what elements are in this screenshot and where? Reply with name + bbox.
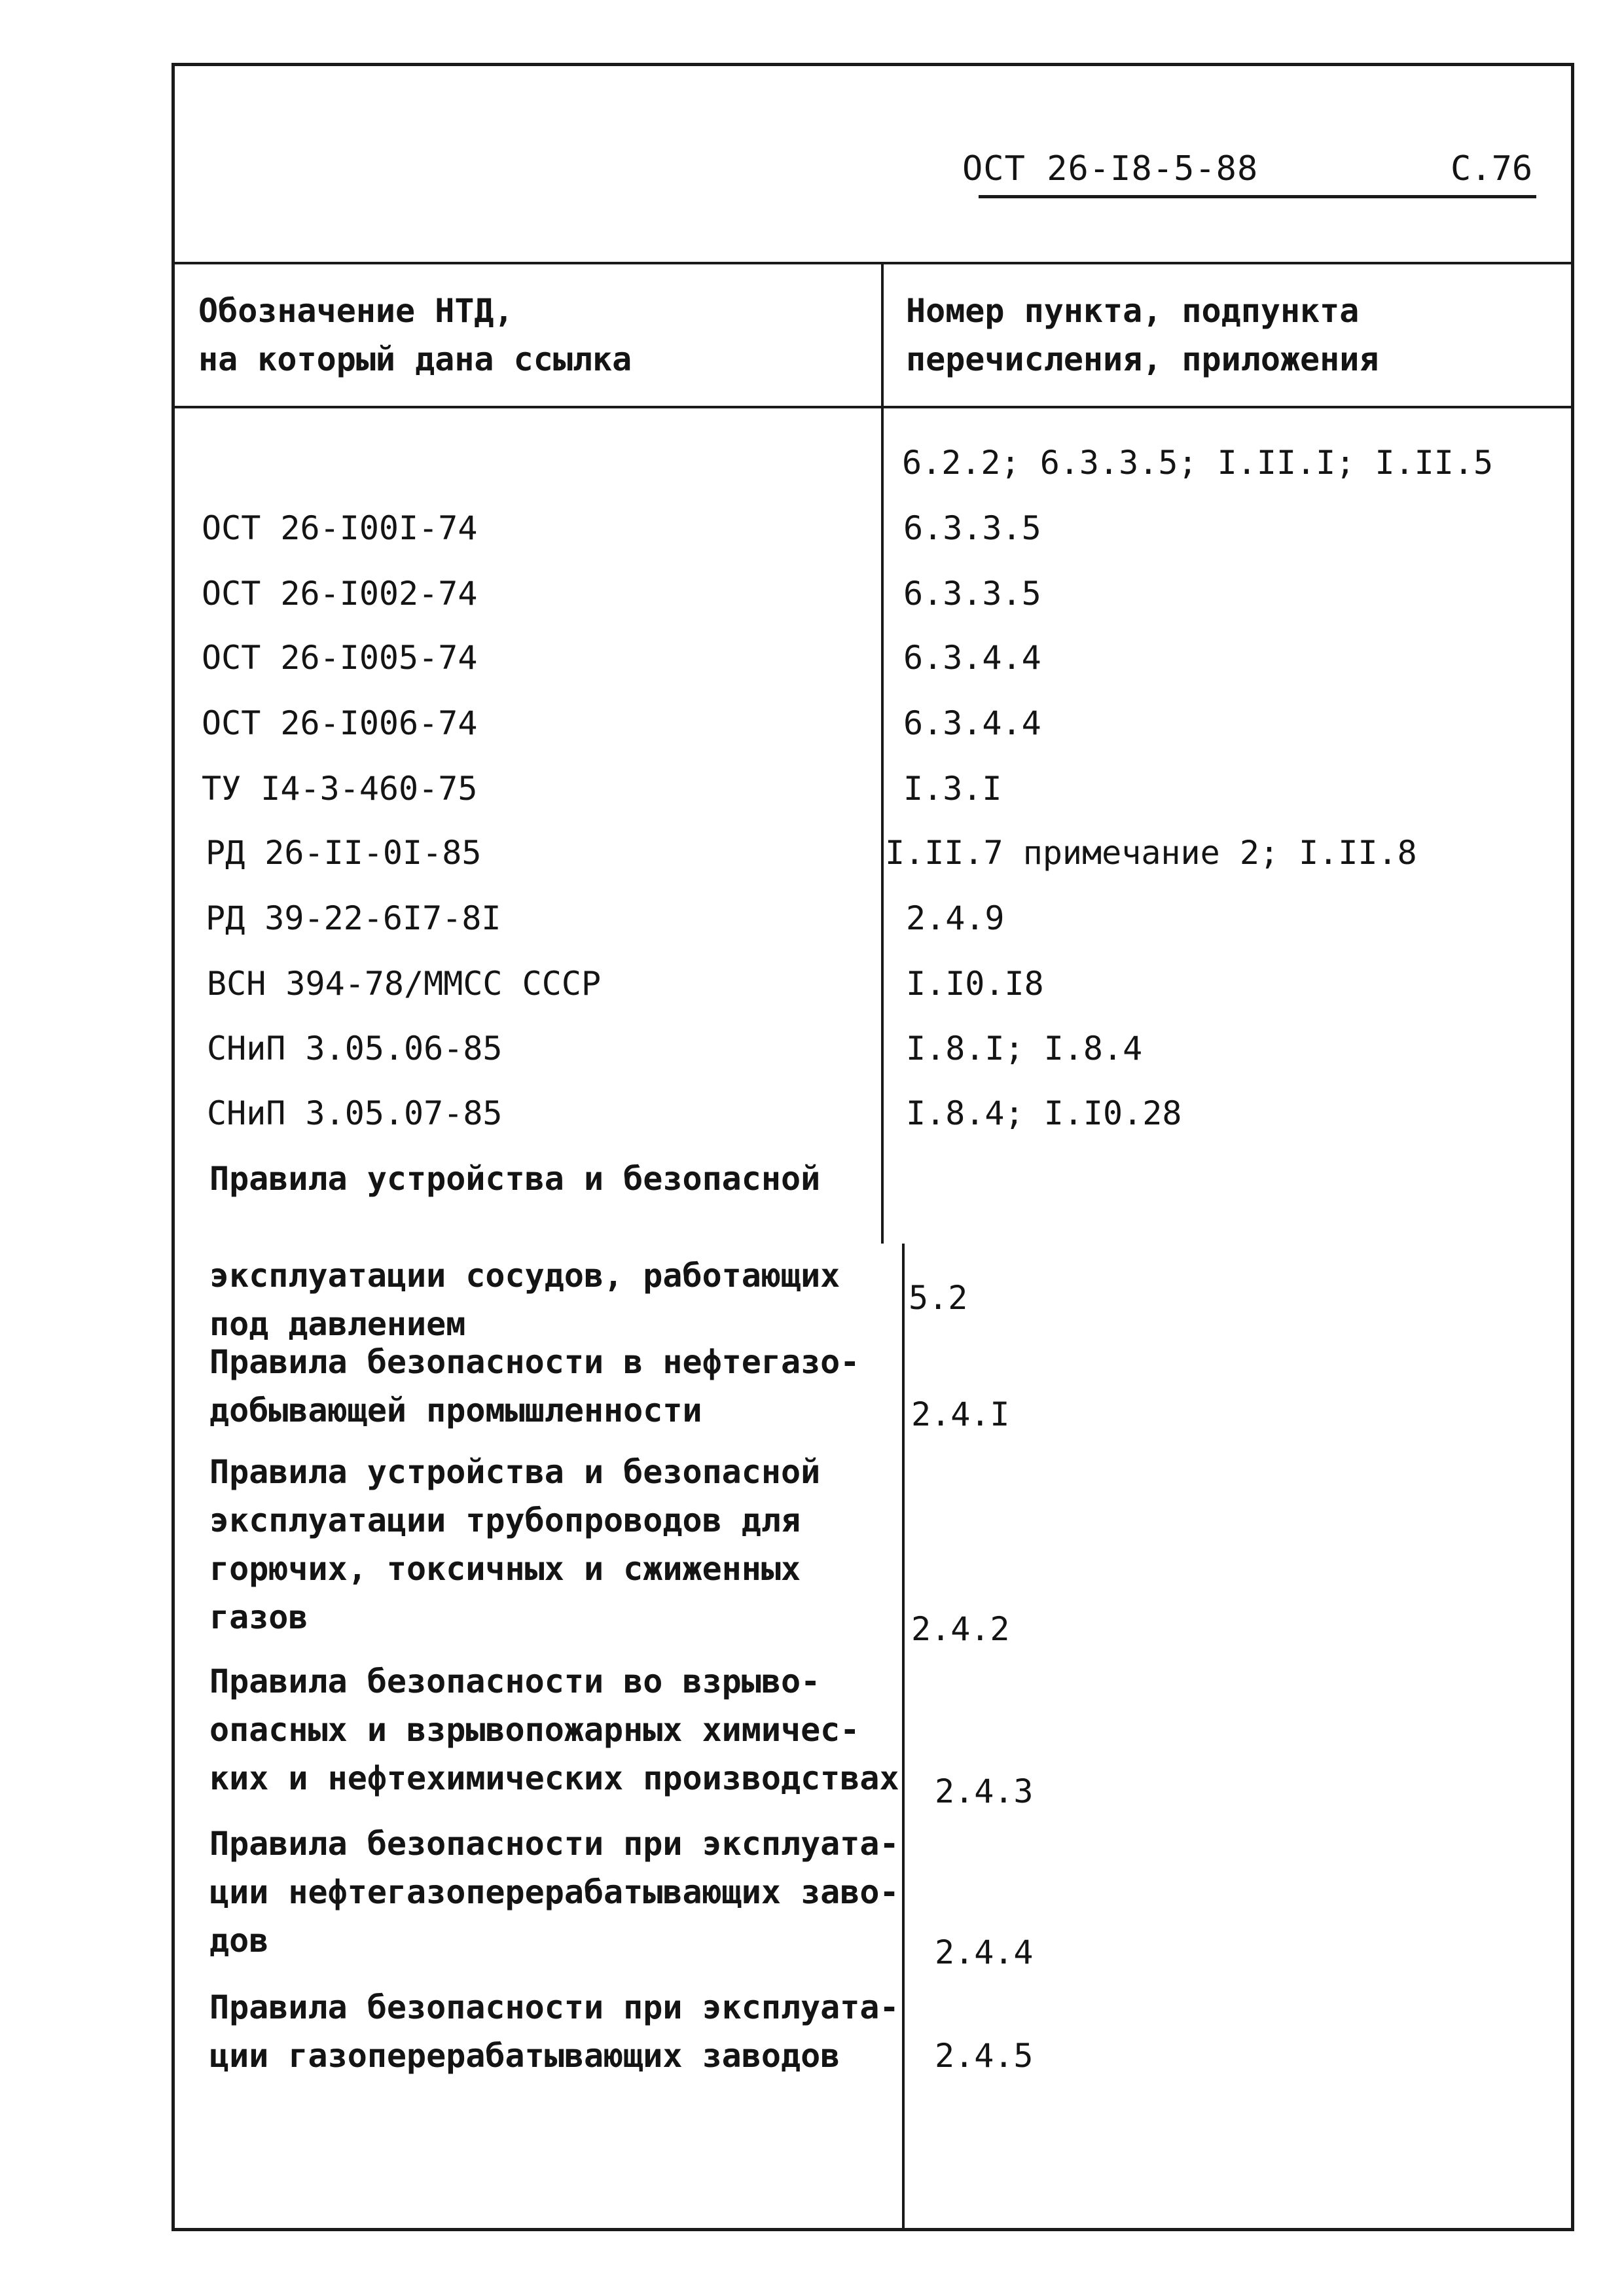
row-refs: 2.4.5: [935, 2037, 1034, 2075]
row-designation: РД 26-II-0I-85: [206, 834, 482, 872]
row-refs: I.3.I: [903, 770, 1002, 808]
row-designation: ОСТ 26-I002-74: [202, 575, 478, 613]
row-refs: 5.2: [909, 1279, 968, 1317]
header-divider: [171, 262, 1574, 264]
row-designation: ТУ I4-3-460-75: [202, 770, 478, 808]
row-designation: Правила безопасности в нефтегазо- добывающей промышленности: [209, 1343, 860, 1429]
row-designation: Правила безопасности во взрыво- опасных и взрывопожарных химичес- ких и нефтехимических производствах: [209, 1662, 899, 1797]
row-designation: ОСТ 26-I005-74: [202, 639, 478, 677]
page-number: С.76: [1451, 149, 1533, 188]
row-designation: Правила устройства и безопасной эксплуатации трубопроводов для горючих, токсичных и сжиженных газов: [209, 1453, 821, 1636]
row-refs: 2.4.3: [935, 1772, 1034, 1810]
row-refs: 6.3.3.5: [903, 575, 1041, 613]
row-designation: СНиП 3.05.07-85: [207, 1094, 503, 1132]
row-refs: 6.3.4.4: [903, 639, 1041, 677]
header-underline: [979, 195, 1536, 198]
row-refs: 6.3.3.5: [903, 509, 1041, 547]
row-refs: 6.2.2; 6.3.3.5; I.II.I; I.II.5: [902, 444, 1494, 482]
row-refs: 6.3.4.4: [903, 704, 1041, 742]
column-header-designation: Обозначение НТД, на который дана ссылка: [198, 292, 632, 378]
row-refs: I.II.7 примечание 2; I.II.8: [885, 834, 1417, 872]
column-header-divider: [171, 406, 1574, 408]
row-designation: Правила устройства и безопасной эксплуатации сосудов, работающих под давлением: [209, 1160, 840, 1343]
row-refs: 2.4.9: [906, 899, 1005, 937]
row-refs: 2.4.I: [911, 1395, 1010, 1433]
document-code: ОСТ 26-I8-5-88: [962, 149, 1259, 188]
column-divider-lower: [902, 1244, 905, 2231]
row-designation: Правила безопасности при эксплуата- ции газоперерабатывающих заводов: [209, 1988, 899, 2075]
row-refs: I.8.I; I.8.4: [906, 1030, 1143, 1067]
row-designation: ОСТ 26-I00I-74: [202, 509, 478, 547]
row-designation: ОСТ 26-I006-74: [202, 704, 478, 742]
row-refs: I.8.4; I.I0.28: [906, 1094, 1182, 1132]
row-refs: 2.4.2: [911, 1610, 1010, 1648]
column-header-refs: Номер пункта, подпункта перечисления, приложения: [906, 292, 1379, 378]
row-designation: РД 39-22-6I7-8I: [206, 899, 501, 937]
row-designation: Правила безопасности при эксплуата- ции нефтегазоперерабатывающих заво- дов: [209, 1825, 899, 1960]
row-refs: I.I0.I8: [906, 965, 1044, 1003]
row-refs: 2.4.4: [935, 1933, 1034, 1971]
row-designation: СНиП 3.05.06-85: [207, 1030, 503, 1067]
row-designation: ВСН 394-78/ММСС СССР: [207, 965, 602, 1003]
column-divider: [881, 262, 884, 1244]
